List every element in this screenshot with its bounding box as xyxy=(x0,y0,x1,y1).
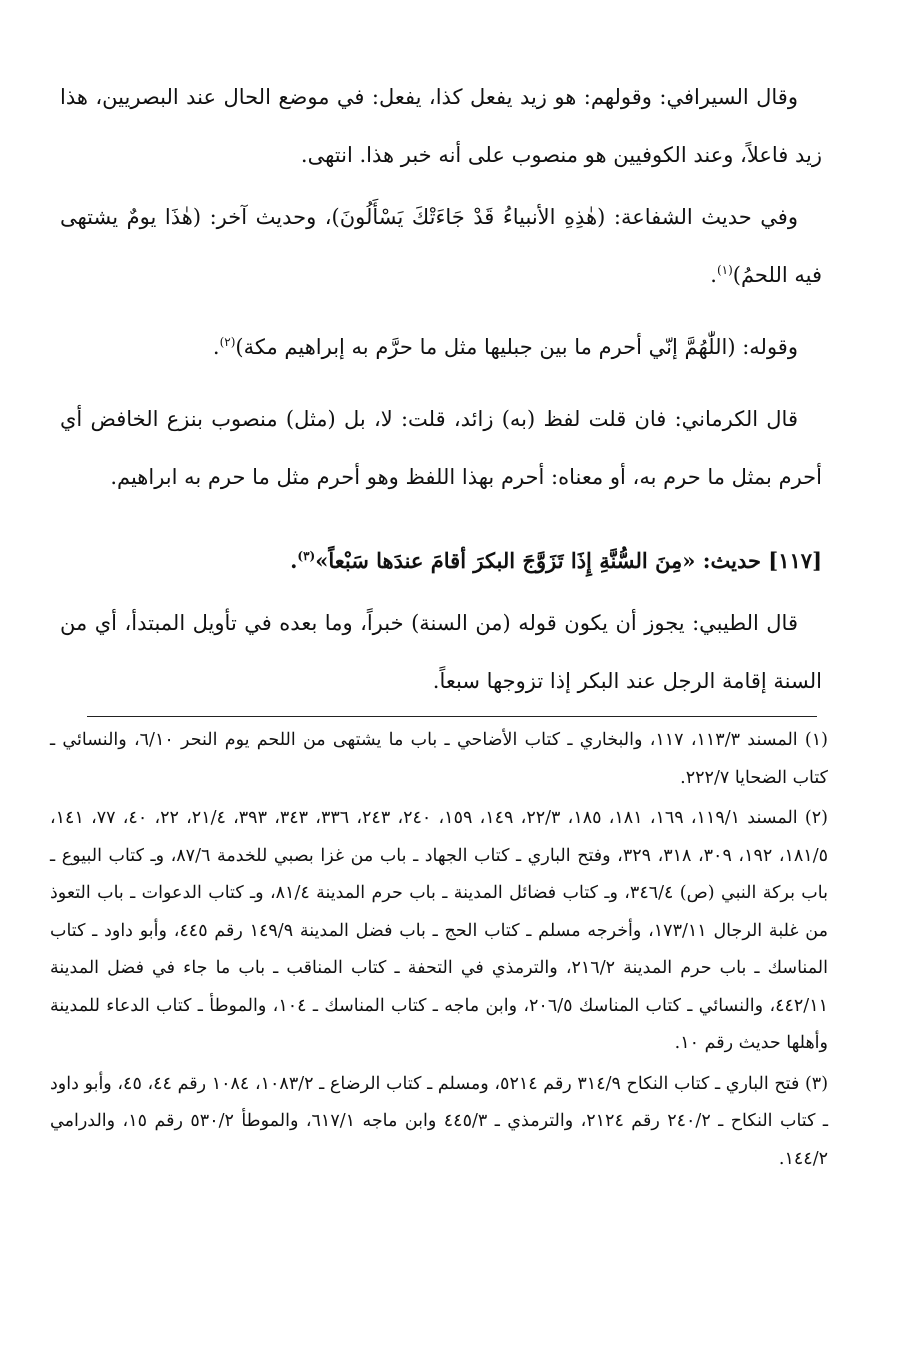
paragraph-shafaa-text: وفي حديث الشفاعة: (هٰذِهِ الأنبياءُ قَدْ جَاءَتْكَ يَسْأَلُونَ)، وحديث آخر: (هٰذَا يومٌ يشتهى فيه اللحمُ) xyxy=(60,205,822,287)
footnote-2: (٢) المسند ١١٩/١، ١٦٩، ١٨١، ١٨٥، ٢٢/٣، ١٤٩، ١٥٩، ٢٤٠، ٢٤٣، ٣٣٦، ٣٤٣، ٣٩٣، ٢١/٤، ٢٢، ٤٠، ٧٧، ١٤١، ١٨١/٥، ١٩٢، ٣٠٩، ٣١٨، ٣٢٩، وفتح الباري ـ كتاب الجهاد ـ باب من غزا بصبي للخدمة ٨٧/٦، وـ كتاب البيوع ـ باب بركة النبي (ص) ٣٤٦/٤، وـ كتاب فضائل المدينة ـ باب حرم المدينة ٨١/٤، وـ كتاب الدعوات ـ باب التعوذ من غلبة الرجال ١٧٣/١١، وأخرجه مسلم ـ كتاب الحج ـ باب فضل المدينة ١٤٩/٩ رقم ٤٤٥، وأبو داود ـ كتاب المناسك ـ باب حرم المدينة ٢١٦/٢، والترمذي في التحفة ـ كتاب المناقب ـ باب ما جاء في فضل المدينة ٤٤٢/١١، والنسائي ـ كتاب المناسك ٢٠٦/٥، وابن ماجه ـ كتاب المناسك ـ ١٠٤، والموطأ ـ كتاب الدعاء للمدينة وأهلها حديث رقم ١٠. xyxy=(50,808,829,1053)
paragraph-tibi: قال الطيبي: يجوز أن يكون قوله (من السنة) خبراً، وما بعده في تأويل المبتدأ، أي من السنة إقامة الرجل عند البكر إذا تزوجها سبعاً. xyxy=(60,611,822,693)
paragraph-end-mark: . xyxy=(710,263,717,287)
hadith-117-heading xyxy=(60,532,822,590)
footnote-ref-2[interactable]: (٢) xyxy=(219,335,236,349)
footnote-ref-1[interactable]: (١) xyxy=(716,263,733,277)
paragraph-end-mark: . xyxy=(290,548,298,573)
footnote-ref-3[interactable]: (٣) xyxy=(297,549,316,563)
paragraph-haram-madina xyxy=(60,318,822,376)
hadith-117-text: [١١٧] حديث: «مِنَ السُّنَّةِ إِذَا تَزَوَّجَ البكرَ أقامَ عندَها سَبْعاً» xyxy=(315,548,822,573)
footnote-3: (٣) فتح الباري ـ كتاب النكاح ٣١٤/٩ رقم ٥٢١٤، ومسلم ـ كتاب الرضاع ـ ١٠٨٣/٢، ١٠٨٤ رقم ٤٤، ٤٥، وأبو داود ـ كتاب النكاح ـ ٢٤٠/٢ رقم ٢١٢٤، والترمذي ـ ٤٤٥/٣ وابن ماجه ٦١٧/١، والموطأ ٥٣٠/٢ رقم ١٥، والدرامي ١٤٤/٢. xyxy=(50,1073,829,1169)
paragraph-end-mark: . xyxy=(212,335,220,359)
footnote-1: (١) المسند ١١٣/٣، ١١٧، والبخاري ـ كتاب الأضاحي ـ باب ما يشتهى من اللحم يوم النحر ٦/١٠، والنسائي ـ كتاب الضحايا ٢٢٢/٧. xyxy=(50,730,828,788)
footnote-divider xyxy=(87,716,817,717)
footnotes xyxy=(50,722,828,1181)
paragraph-shafaa-hadith xyxy=(60,188,822,304)
paragraph-kirmani: قال الكرماني: فان قلت لفظ (به) زائد، قلت: لا، بل (مثل) منصوب بنزع الخافض أي أحرم بمثل ما حرم به، أو معناه: أحرم بهذا اللفظ وهو أحرم مثل ما حرم به ابراهيم. xyxy=(60,407,822,489)
paragraph-haram-text: وقوله: (اللّٰهُمَّ إنّي أحرم ما بين جبليها مثل ما حرَّم به إبراهيم مكة) xyxy=(235,335,798,359)
paragraph-sirafi: وقال السيرافي: وقولهم: هو زيد يفعل كذا، يفعل: في موضع الحال عند البصريين، هذا زيد فاعلاً، وعند الكوفيين هو منصوب على أنه خبر هذا. انتهى. xyxy=(60,85,822,167)
main-text xyxy=(60,68,822,710)
